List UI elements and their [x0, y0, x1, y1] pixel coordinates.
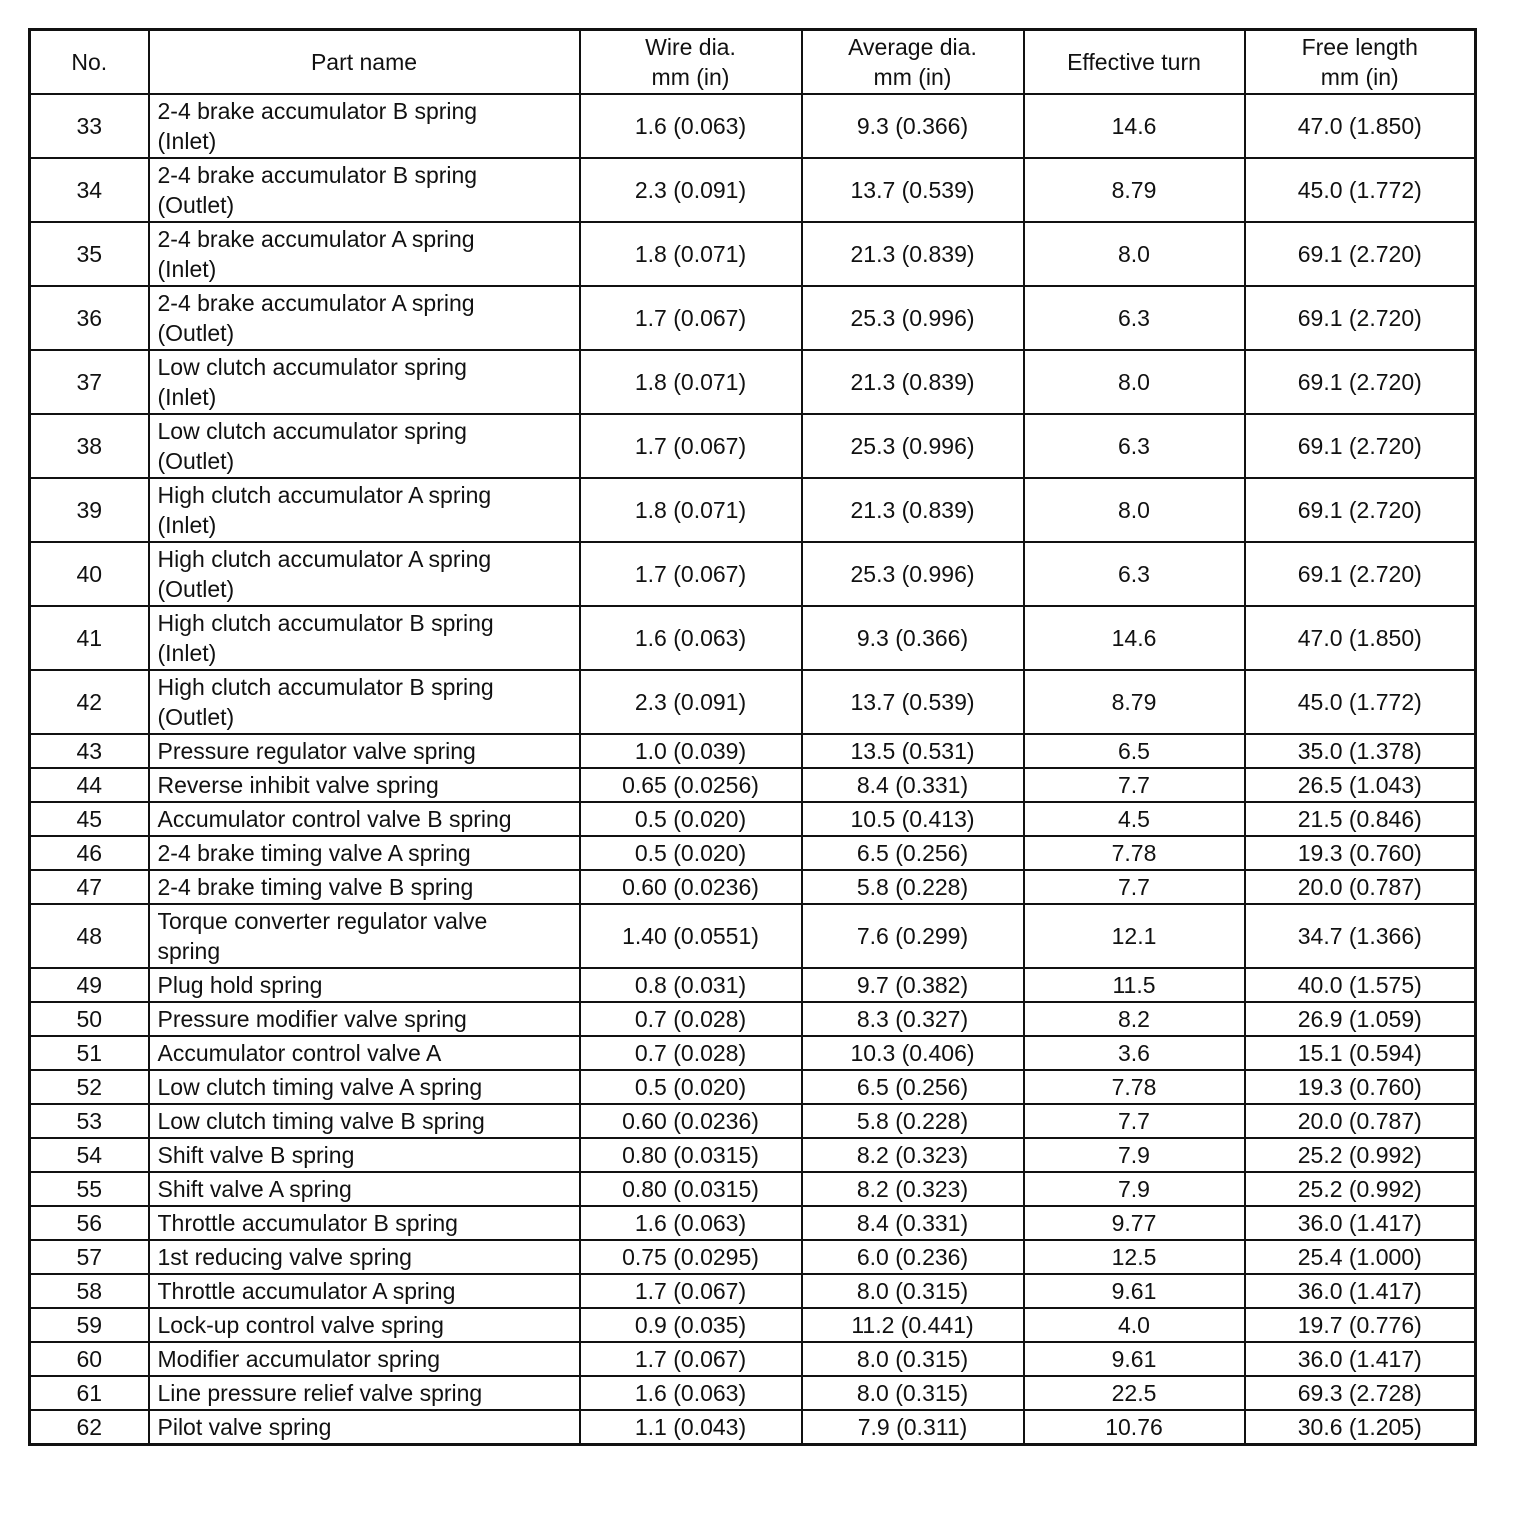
cell-average-dia: 7.6 (0.299) — [802, 904, 1024, 968]
cell-free-length: 69.1 (2.720) — [1245, 478, 1476, 542]
cell-part-name — [149, 836, 580, 870]
cell-free-length: 47.0 (1.850) — [1245, 606, 1476, 670]
cell-wire-dia: 0.75 (0.0295) — [580, 1240, 802, 1274]
cell-effective-turn: 11.5 — [1024, 968, 1245, 1002]
cell-free-length: 69.1 (2.720) — [1245, 414, 1476, 478]
part-name-line: Torque converter regulator valve — [157, 908, 488, 934]
part-name-line: 1st reducing valve spring — [157, 1244, 412, 1270]
table-row — [30, 1172, 1476, 1206]
table-row — [30, 1240, 1476, 1274]
table-row — [30, 802, 1476, 836]
part-name-line: Throttle accumulator A spring — [157, 1278, 456, 1304]
cell-average-dia: 21.3 (0.839) — [802, 222, 1024, 286]
part-name-line: Reverse inhibit valve spring — [157, 772, 439, 798]
cell-part-name — [149, 1138, 580, 1172]
cell-average-dia: 8.4 (0.331) — [802, 1206, 1024, 1240]
spring-spec-table-container — [28, 28, 1474, 1446]
table-row — [30, 904, 1476, 968]
cell-no: 56 — [30, 1206, 149, 1240]
cell-no: 44 — [30, 768, 149, 802]
cell-wire-dia: 0.80 (0.0315) — [580, 1138, 802, 1172]
cell-no: 57 — [30, 1240, 149, 1274]
cell-effective-turn: 4.5 — [1024, 802, 1245, 836]
table-row — [30, 768, 1476, 802]
cell-average-dia: 21.3 (0.839) — [802, 350, 1024, 414]
part-name-qualifier: (Outlet) — [157, 448, 235, 474]
cell-no: 46 — [30, 836, 149, 870]
cell-wire-dia: 1.1 (0.043) — [580, 1410, 802, 1445]
cell-free-length: 69.1 (2.720) — [1245, 222, 1476, 286]
table-row — [30, 414, 1476, 478]
table-row — [30, 1376, 1476, 1410]
cell-effective-turn: 8.79 — [1024, 670, 1245, 734]
part-name-line: Low clutch timing valve B spring — [157, 1108, 485, 1134]
cell-part-name — [149, 1036, 580, 1070]
cell-no: 35 — [30, 222, 149, 286]
part-name-line: Pilot valve spring — [157, 1414, 332, 1440]
cell-average-dia: 5.8 (0.228) — [802, 1104, 1024, 1138]
header-average-dia-unit: mm (in) — [873, 64, 952, 90]
cell-wire-dia: 1.6 (0.063) — [580, 1206, 802, 1240]
cell-no: 37 — [30, 350, 149, 414]
cell-free-length: 69.1 (2.720) — [1245, 542, 1476, 606]
cell-wire-dia: 0.9 (0.035) — [580, 1308, 802, 1342]
cell-average-dia: 13.7 (0.539) — [802, 670, 1024, 734]
cell-effective-turn: 7.7 — [1024, 870, 1245, 904]
cell-no: 33 — [30, 94, 149, 158]
cell-no: 36 — [30, 286, 149, 350]
table-row — [30, 158, 1476, 222]
cell-part-name — [149, 734, 580, 768]
part-name-line: Shift valve B spring — [157, 1142, 355, 1168]
table-row — [30, 1308, 1476, 1342]
part-name-line: High clutch accumulator A spring — [157, 482, 492, 508]
part-name-line: Low clutch accumulator spring — [157, 354, 467, 380]
cell-average-dia: 8.3 (0.327) — [802, 1002, 1024, 1036]
cell-no: 41 — [30, 606, 149, 670]
part-name-line: Pressure modifier valve spring — [157, 1006, 467, 1032]
cell-no: 45 — [30, 802, 149, 836]
header-average-dia-title: Average dia. — [848, 34, 977, 60]
table-row — [30, 222, 1476, 286]
table-row — [30, 350, 1476, 414]
cell-average-dia: 9.3 (0.366) — [802, 606, 1024, 670]
table-row — [30, 1342, 1476, 1376]
cell-average-dia: 11.2 (0.441) — [802, 1308, 1024, 1342]
spec-table-body — [30, 94, 1476, 1445]
header-average-dia — [802, 30, 1024, 95]
cell-no: 52 — [30, 1070, 149, 1104]
cell-free-length: 34.7 (1.366) — [1245, 904, 1476, 968]
part-name-qualifier: (Outlet) — [157, 704, 235, 730]
cell-wire-dia: 0.60 (0.0236) — [580, 870, 802, 904]
cell-no: 61 — [30, 1376, 149, 1410]
part-name-line: Shift valve A spring — [157, 1176, 352, 1202]
cell-no: 47 — [30, 870, 149, 904]
table-row — [30, 734, 1476, 768]
cell-wire-dia: 0.60 (0.0236) — [580, 1104, 802, 1138]
cell-free-length: 20.0 (0.787) — [1245, 1104, 1476, 1138]
cell-no: 40 — [30, 542, 149, 606]
cell-average-dia: 8.4 (0.331) — [802, 768, 1024, 802]
part-name-line: 2-4 brake timing valve B spring — [157, 874, 474, 900]
cell-no: 42 — [30, 670, 149, 734]
cell-part-name — [149, 222, 580, 286]
cell-part-name — [149, 1172, 580, 1206]
cell-part-name — [149, 870, 580, 904]
cell-effective-turn: 9.61 — [1024, 1274, 1245, 1308]
header-wire-dia-title: Wire dia. — [645, 34, 736, 60]
table-row — [30, 968, 1476, 1002]
cell-free-length: 15.1 (0.594) — [1245, 1036, 1476, 1070]
cell-wire-dia: 1.8 (0.071) — [580, 222, 802, 286]
cell-part-name — [149, 478, 580, 542]
cell-part-name — [149, 968, 580, 1002]
part-name-line: Modifier accumulator spring — [157, 1346, 441, 1372]
cell-average-dia: 25.3 (0.996) — [802, 542, 1024, 606]
cell-part-name — [149, 1104, 580, 1138]
cell-free-length: 26.5 (1.043) — [1245, 768, 1476, 802]
cell-average-dia: 6.0 (0.236) — [802, 1240, 1024, 1274]
cell-part-name — [149, 286, 580, 350]
header-free-length-title: Free length — [1301, 34, 1418, 60]
table-row — [30, 1138, 1476, 1172]
cell-average-dia: 6.5 (0.256) — [802, 836, 1024, 870]
cell-free-length: 30.6 (1.205) — [1245, 1410, 1476, 1445]
part-name-qualifier: (Inlet) — [157, 256, 217, 282]
cell-no: 55 — [30, 1172, 149, 1206]
cell-free-length: 45.0 (1.772) — [1245, 158, 1476, 222]
table-row — [30, 1036, 1476, 1070]
header-free-length — [1245, 30, 1476, 95]
cell-wire-dia: 1.7 (0.067) — [580, 542, 802, 606]
cell-effective-turn: 7.78 — [1024, 1070, 1245, 1104]
table-row — [30, 1206, 1476, 1240]
cell-wire-dia: 0.65 (0.0256) — [580, 768, 802, 802]
part-name-qualifier: spring — [157, 938, 221, 964]
cell-part-name — [149, 904, 580, 968]
cell-wire-dia: 1.7 (0.067) — [580, 286, 802, 350]
table-row — [30, 1274, 1476, 1308]
cell-free-length: 69.1 (2.720) — [1245, 350, 1476, 414]
cell-part-name — [149, 802, 580, 836]
cell-average-dia: 8.0 (0.315) — [802, 1342, 1024, 1376]
cell-effective-turn: 8.0 — [1024, 478, 1245, 542]
part-name-qualifier: (Inlet) — [157, 384, 217, 410]
cell-average-dia: 8.2 (0.323) — [802, 1138, 1024, 1172]
cell-average-dia: 5.8 (0.228) — [802, 870, 1024, 904]
part-name-line: Line pressure relief valve spring — [157, 1380, 483, 1406]
cell-wire-dia: 1.8 (0.071) — [580, 478, 802, 542]
part-name-line: 2-4 brake accumulator A spring — [157, 226, 475, 252]
cell-effective-turn: 8.2 — [1024, 1002, 1245, 1036]
part-name-qualifier: (Inlet) — [157, 640, 217, 666]
cell-free-length: 69.1 (2.720) — [1245, 286, 1476, 350]
cell-average-dia: 13.7 (0.539) — [802, 158, 1024, 222]
cell-wire-dia: 0.7 (0.028) — [580, 1036, 802, 1070]
cell-free-length: 25.2 (0.992) — [1245, 1172, 1476, 1206]
part-name-qualifier: (Outlet) — [157, 576, 235, 602]
part-name-line: Accumulator control valve A — [157, 1040, 442, 1066]
cell-no: 43 — [30, 734, 149, 768]
spring-spec-table — [28, 28, 1477, 1446]
cell-no: 51 — [30, 1036, 149, 1070]
cell-average-dia: 21.3 (0.839) — [802, 478, 1024, 542]
cell-effective-turn: 10.76 — [1024, 1410, 1245, 1445]
cell-part-name — [149, 1002, 580, 1036]
cell-effective-turn: 9.61 — [1024, 1342, 1245, 1376]
cell-free-length: 19.3 (0.760) — [1245, 1070, 1476, 1104]
cell-average-dia: 25.3 (0.996) — [802, 286, 1024, 350]
cell-effective-turn: 8.0 — [1024, 350, 1245, 414]
part-name-line: Accumulator control valve B spring — [157, 806, 512, 832]
cell-average-dia: 7.9 (0.311) — [802, 1410, 1024, 1445]
header-part-name: Part name — [149, 30, 580, 95]
part-name-line: Plug hold spring — [157, 972, 323, 998]
cell-effective-turn: 22.5 — [1024, 1376, 1245, 1410]
cell-wire-dia: 1.6 (0.063) — [580, 606, 802, 670]
cell-free-length: 36.0 (1.417) — [1245, 1274, 1476, 1308]
cell-effective-turn: 6.3 — [1024, 414, 1245, 478]
header-no: No. — [30, 30, 149, 95]
cell-part-name — [149, 414, 580, 478]
part-name-line: 2-4 brake timing valve A spring — [157, 840, 471, 866]
cell-wire-dia: 0.5 (0.020) — [580, 836, 802, 870]
cell-no: 34 — [30, 158, 149, 222]
cell-free-length: 36.0 (1.417) — [1245, 1206, 1476, 1240]
cell-no: 49 — [30, 968, 149, 1002]
cell-no: 53 — [30, 1104, 149, 1138]
cell-wire-dia: 1.7 (0.067) — [580, 414, 802, 478]
part-name-line: 2-4 brake accumulator B spring — [157, 98, 478, 124]
cell-average-dia: 6.5 (0.256) — [802, 1070, 1024, 1104]
cell-average-dia: 13.5 (0.531) — [802, 734, 1024, 768]
part-name-qualifier: (Inlet) — [157, 128, 217, 154]
header-row — [30, 30, 1476, 95]
cell-wire-dia: 1.7 (0.067) — [580, 1274, 802, 1308]
header-wire-dia-unit: mm (in) — [651, 64, 730, 90]
cell-free-length: 40.0 (1.575) — [1245, 968, 1476, 1002]
cell-wire-dia: 2.3 (0.091) — [580, 670, 802, 734]
table-row — [30, 1410, 1476, 1445]
cell-part-name — [149, 1240, 580, 1274]
cell-no: 38 — [30, 414, 149, 478]
part-name-line: Lock-up control valve spring — [157, 1312, 444, 1338]
cell-average-dia: 8.0 (0.315) — [802, 1376, 1024, 1410]
cell-free-length: 69.3 (2.728) — [1245, 1376, 1476, 1410]
cell-effective-turn: 8.79 — [1024, 158, 1245, 222]
cell-wire-dia: 1.6 (0.063) — [580, 1376, 802, 1410]
cell-free-length: 26.9 (1.059) — [1245, 1002, 1476, 1036]
cell-part-name — [149, 606, 580, 670]
part-name-line: High clutch accumulator B spring — [157, 674, 494, 700]
cell-average-dia: 10.3 (0.406) — [802, 1036, 1024, 1070]
cell-effective-turn: 14.6 — [1024, 606, 1245, 670]
cell-average-dia: 9.3 (0.366) — [802, 94, 1024, 158]
cell-part-name — [149, 94, 580, 158]
cell-part-name — [149, 542, 580, 606]
cell-wire-dia: 1.40 (0.0551) — [580, 904, 802, 968]
part-name-qualifier: (Outlet) — [157, 320, 235, 346]
cell-wire-dia: 1.8 (0.071) — [580, 350, 802, 414]
cell-part-name — [149, 1206, 580, 1240]
cell-effective-turn: 12.5 — [1024, 1240, 1245, 1274]
cell-free-length: 47.0 (1.850) — [1245, 94, 1476, 158]
cell-free-length: 19.7 (0.776) — [1245, 1308, 1476, 1342]
table-row — [30, 870, 1476, 904]
cell-effective-turn: 3.6 — [1024, 1036, 1245, 1070]
cell-wire-dia: 1.6 (0.063) — [580, 94, 802, 158]
cell-no: 62 — [30, 1410, 149, 1445]
table-row — [30, 1104, 1476, 1138]
cell-effective-turn: 7.7 — [1024, 768, 1245, 802]
cell-effective-turn: 14.6 — [1024, 94, 1245, 158]
cell-part-name — [149, 350, 580, 414]
part-name-line: Low clutch accumulator spring — [157, 418, 467, 444]
cell-part-name — [149, 1308, 580, 1342]
cell-part-name — [149, 768, 580, 802]
cell-part-name — [149, 1342, 580, 1376]
cell-no: 54 — [30, 1138, 149, 1172]
cell-free-length: 25.2 (0.992) — [1245, 1138, 1476, 1172]
table-row — [30, 478, 1476, 542]
part-name-line: 2-4 brake accumulator B spring — [157, 162, 478, 188]
cell-free-length: 20.0 (0.787) — [1245, 870, 1476, 904]
cell-part-name — [149, 1274, 580, 1308]
table-row — [30, 542, 1476, 606]
cell-wire-dia: 1.0 (0.039) — [580, 734, 802, 768]
cell-wire-dia: 0.8 (0.031) — [580, 968, 802, 1002]
cell-effective-turn: 7.7 — [1024, 1104, 1245, 1138]
cell-part-name — [149, 158, 580, 222]
cell-effective-turn: 6.5 — [1024, 734, 1245, 768]
cell-free-length: 45.0 (1.772) — [1245, 670, 1476, 734]
table-row — [30, 670, 1476, 734]
cell-effective-turn: 4.0 — [1024, 1308, 1245, 1342]
cell-no: 58 — [30, 1274, 149, 1308]
cell-effective-turn: 7.78 — [1024, 836, 1245, 870]
cell-average-dia: 25.3 (0.996) — [802, 414, 1024, 478]
table-row — [30, 1070, 1476, 1104]
cell-no: 50 — [30, 1002, 149, 1036]
cell-no: 60 — [30, 1342, 149, 1376]
cell-wire-dia: 0.5 (0.020) — [580, 802, 802, 836]
cell-free-length: 19.3 (0.760) — [1245, 836, 1476, 870]
table-row — [30, 94, 1476, 158]
table-row — [30, 836, 1476, 870]
cell-no: 48 — [30, 904, 149, 968]
cell-effective-turn: 6.3 — [1024, 286, 1245, 350]
cell-free-length: 35.0 (1.378) — [1245, 734, 1476, 768]
cell-free-length: 36.0 (1.417) — [1245, 1342, 1476, 1376]
cell-no: 59 — [30, 1308, 149, 1342]
part-name-qualifier: (Inlet) — [157, 512, 217, 538]
table-row — [30, 286, 1476, 350]
part-name-line: Pressure regulator valve spring — [157, 738, 476, 764]
cell-part-name — [149, 1410, 580, 1445]
part-name-line: High clutch accumulator B spring — [157, 610, 494, 636]
cell-wire-dia: 0.7 (0.028) — [580, 1002, 802, 1036]
cell-effective-turn: 7.9 — [1024, 1138, 1245, 1172]
part-name-line: Throttle accumulator B spring — [157, 1210, 458, 1236]
cell-no: 39 — [30, 478, 149, 542]
header-free-length-unit: mm (in) — [1320, 64, 1399, 90]
cell-wire-dia: 1.7 (0.067) — [580, 1342, 802, 1376]
table-row — [30, 1002, 1476, 1036]
cell-free-length: 21.5 (0.846) — [1245, 802, 1476, 836]
cell-part-name — [149, 1070, 580, 1104]
cell-free-length: 25.4 (1.000) — [1245, 1240, 1476, 1274]
cell-effective-turn: 6.3 — [1024, 542, 1245, 606]
cell-average-dia: 8.0 (0.315) — [802, 1274, 1024, 1308]
cell-part-name — [149, 670, 580, 734]
cell-effective-turn: 9.77 — [1024, 1206, 1245, 1240]
header-effective-turn: Effective turn — [1024, 30, 1245, 95]
cell-average-dia: 10.5 (0.413) — [802, 802, 1024, 836]
cell-average-dia: 9.7 (0.382) — [802, 968, 1024, 1002]
cell-wire-dia: 0.5 (0.020) — [580, 1070, 802, 1104]
table-row — [30, 606, 1476, 670]
cell-average-dia: 8.2 (0.323) — [802, 1172, 1024, 1206]
header-wire-dia — [580, 30, 802, 95]
cell-effective-turn: 8.0 — [1024, 222, 1245, 286]
cell-effective-turn: 7.9 — [1024, 1172, 1245, 1206]
cell-wire-dia: 2.3 (0.091) — [580, 158, 802, 222]
part-name-line: 2-4 brake accumulator A spring — [157, 290, 475, 316]
part-name-line: Low clutch timing valve A spring — [157, 1074, 483, 1100]
cell-effective-turn: 12.1 — [1024, 904, 1245, 968]
part-name-line: High clutch accumulator A spring — [157, 546, 492, 572]
cell-wire-dia: 0.80 (0.0315) — [580, 1172, 802, 1206]
cell-part-name — [149, 1376, 580, 1410]
part-name-qualifier: (Outlet) — [157, 192, 235, 218]
